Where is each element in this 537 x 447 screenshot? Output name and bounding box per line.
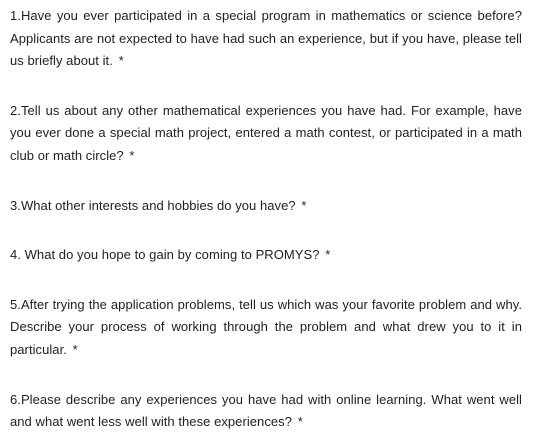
required-marker: * <box>118 53 124 69</box>
question-3-text: 3.What other interests and hobbies do you have? <box>10 197 296 213</box>
required-marker: * <box>72 341 78 357</box>
question-6 <box>10 389 522 434</box>
question-3 <box>10 195 522 218</box>
required-marker: * <box>129 147 135 163</box>
required-marker: * <box>325 247 331 263</box>
question-6-text: 6.Please describe any experiences you have had with online learning. What went well and what went less well with these experiences? <box>10 391 522 430</box>
question-4 <box>10 244 522 267</box>
question-2-text: 2.Tell us about any other mathematical experiences you have had. For example, have you ever done a special math project, entered a math contest, or participated in a math club or math circle? <box>10 102 522 163</box>
questions-list <box>10 5 522 434</box>
question-5-text: 5.After trying the application problems, tell us which was your favorite problem and why. Describe your process of working through the problem and what drew you to it in particular. <box>10 296 522 357</box>
required-marker: * <box>301 197 307 213</box>
required-marker: * <box>297 414 303 430</box>
question-4-text: 4. What do you hope to gain by coming to PROMYS? <box>10 247 320 263</box>
question-2 <box>10 100 522 168</box>
question-5 <box>10 294 522 362</box>
question-1 <box>10 5 522 73</box>
question-1-text: 1.Have you ever participated in a special program in mathematics or science before? Applicants are not expected to have had such an experience, but if you have, please tell us briefly about it. <box>10 8 522 69</box>
